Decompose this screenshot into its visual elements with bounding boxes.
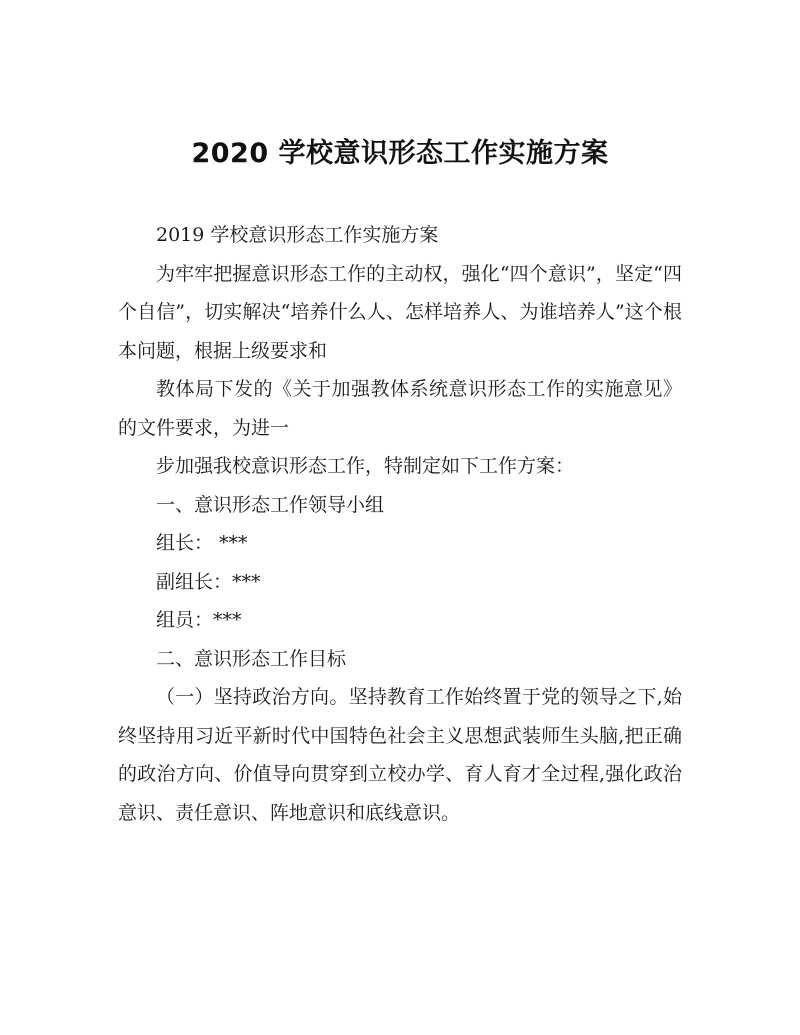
leader-line: 组长： *** — [156, 532, 248, 554]
paragraph-purpose: 步加强我校意识形态工作，特制定如下工作方案： — [156, 455, 575, 477]
deputy-leader-line: 副组长：*** — [156, 570, 261, 593]
members-line: 组员：*** — [156, 609, 242, 631]
paragraph-subtitle: 2019 学校意识形态工作实施方案 — [156, 224, 439, 246]
section-heading-leadership: 一、意识形态工作领导小组 — [156, 493, 385, 516]
document-title: 2020 学校意识形态工作实施方案 — [191, 138, 609, 169]
paragraph-intro: 为牢牢把握意识形态工作的主动权，强化“四个意识”，坚定“四个自信”，切实解决“培养什么人、怎样培养人、为谁培养人”这个根本问题，根据上级要求和 — [118, 262, 682, 362]
section-heading-goals: 二、意识形态工作目标 — [156, 647, 347, 670]
paragraph-basis: 教体局下发的《关于加强教体系统意识形态工作的实施意见》的文件要求，为进一 — [118, 378, 682, 439]
paragraph-political-direction: （一）坚持政治方向。坚持教育工作始终置于党的领导之下,始终坚持用习近平新时代中国特色社会主义思想武装师生头脑,把正确的政治方向、价值导向贯穿到立校办学、育人育才全过程,强化政治意识、责任意识、阵地意识和底线意识。 — [118, 686, 682, 824]
document-body — [118, 216, 682, 832]
